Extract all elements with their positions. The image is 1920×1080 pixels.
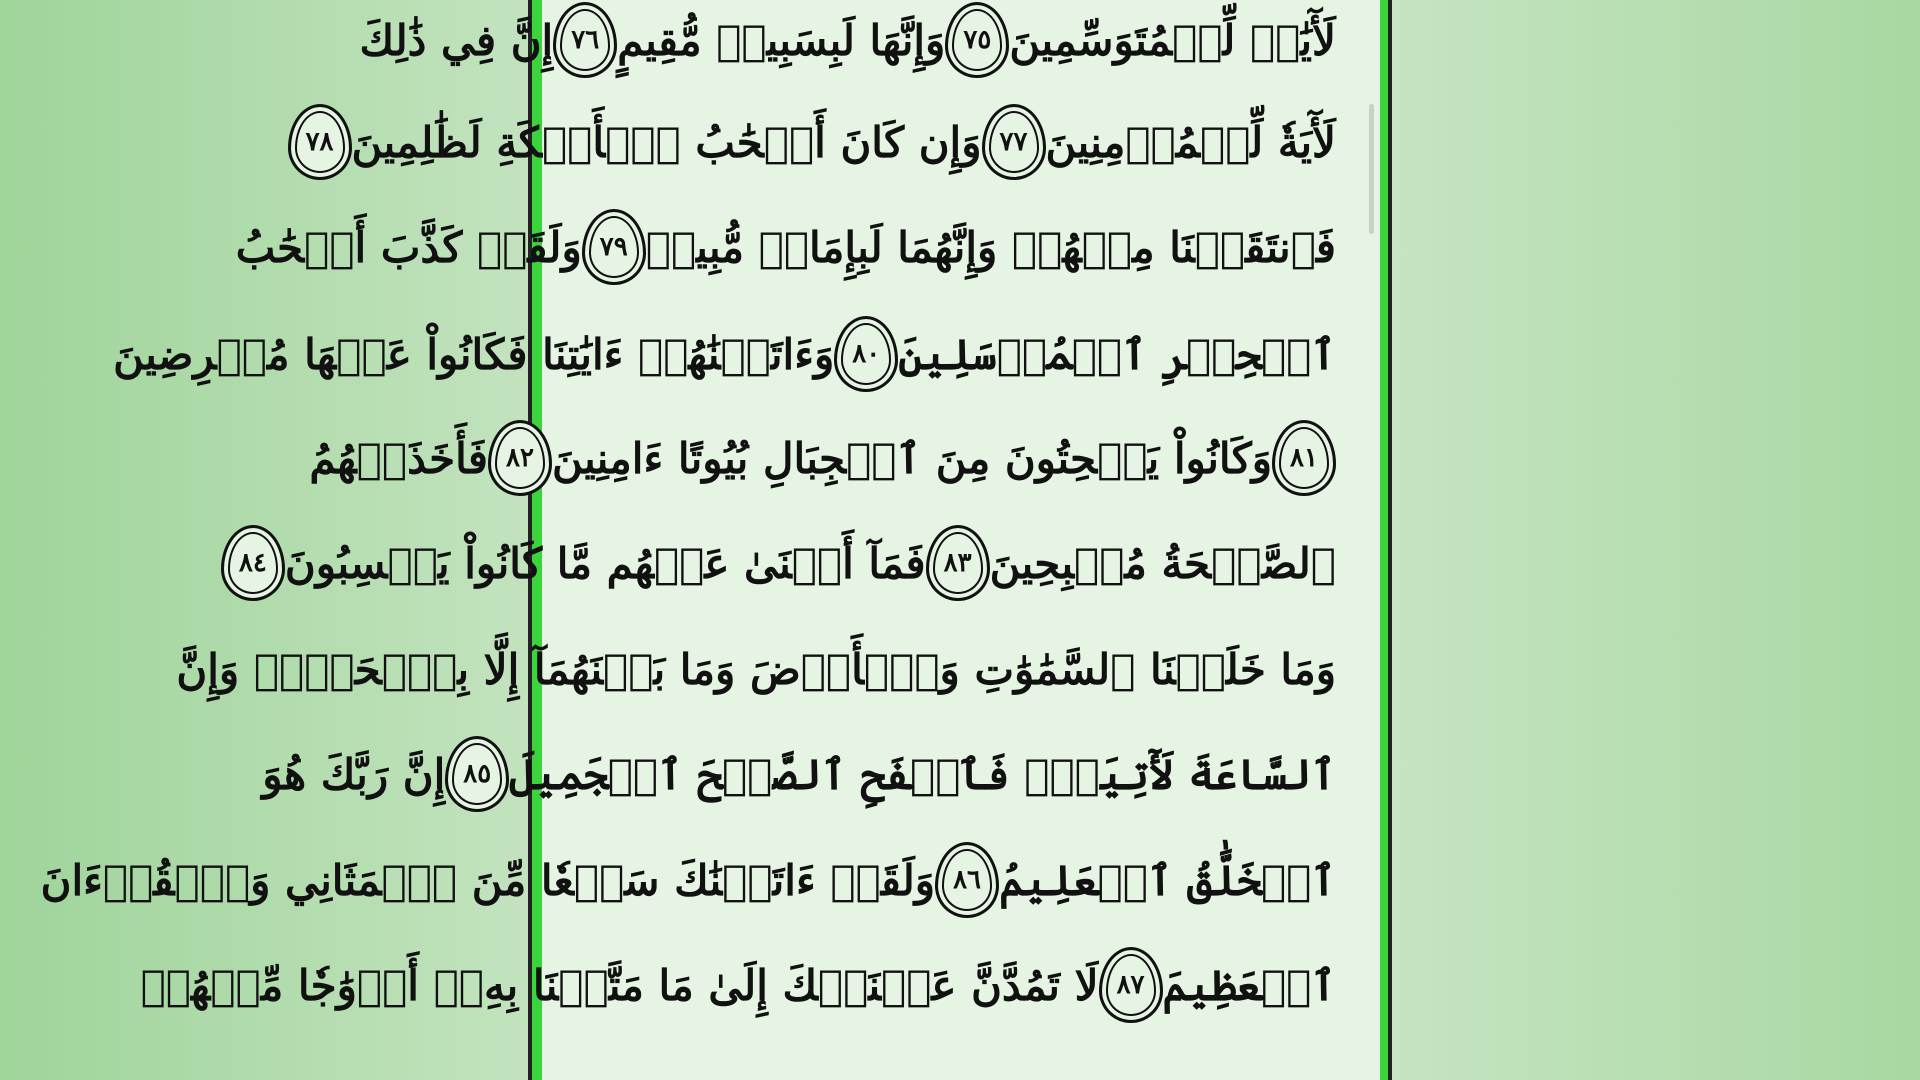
verse-line (309, 408, 1336, 508)
verse-line (235, 197, 1336, 297)
verse-text: ٱلۡعَظِيمَ (1162, 960, 1336, 1010)
ayah-number-marker: ٨٢ (488, 420, 552, 496)
verse-text: لَأٓيَٰتٖ لِّلۡمُتَوَسِّمِينَ (1009, 15, 1336, 65)
verse-text: فَمَآ أَغۡنَىٰ عَنۡهُم مَّا كَانُواْ يَكۡسِبُونَ (284, 538, 926, 588)
verse-text: ٱلۡحِجۡرِ ٱلۡمُرۡسَلِينَ (898, 329, 1336, 379)
verse-text: وَلَقَدۡ كَذَّبَ أَصۡحَٰبُ (235, 222, 582, 272)
verse-line (40, 830, 1336, 930)
verse-line (140, 935, 1336, 1035)
ayah-number-marker: ٨٠ (834, 316, 898, 392)
verse-text: وَلَقَدۡ ءَاتَيۡنَٰكَ سَبۡعٗا مِّنَ ٱلۡمَثَانِي وَٱلۡقُرۡءَانَ (40, 855, 936, 905)
ayah-number-marker: ٧٦ (553, 2, 617, 78)
ayah-number-marker: ٨٧ (1099, 947, 1163, 1023)
ayah-number-marker: ٨٦ (935, 842, 999, 918)
ayah-number-marker: ٨٥ (445, 736, 509, 812)
ayah-number-marker: ٧٨ (288, 104, 352, 180)
verse-text: فَأَخَذَتۡهُمُ (309, 433, 488, 483)
verse-text: ٱلصَّيۡحَةُ مُصۡبِحِينَ (989, 538, 1336, 588)
verse-text: ٱلۡخَلَّٰقُ ٱلۡعَلِيمُ (999, 855, 1336, 905)
verse-text: وَإِنَّهَا لَبِسَبِيلٖ مُّقِيمٍ (617, 15, 946, 65)
verse-text: وَءَاتَيۡنَٰهُمۡ ءَايَٰتِنَا فَكَانُواْ عَنۡهَا مُعۡرِضِينَ (113, 329, 835, 379)
ayah-number-marker: ٨٣ (926, 525, 990, 601)
verse-text: فَٱنتَقَمۡنَا مِنۡهُمۡ وَإِنَّهُمَا لَبِإِمَامٖ مُّبِينٖ (645, 222, 1336, 272)
verse-text: إِنَّ رَبَّكَ هُوَ (262, 749, 446, 799)
ayah-number-marker: ٧٩ (582, 209, 646, 285)
verse-line (176, 619, 1336, 719)
verse-line (359, 0, 1336, 90)
page-frame (40, 0, 1388, 1080)
verse-text: ٱلسَّاعَةَ لَأٓتِيَةٞۖ فَٱصۡفَحِ ٱلصَّفۡحَ ٱلۡجَمِيلَ (509, 749, 1336, 799)
verse-line (238, 513, 1336, 613)
verse-text: وَكَانُواْ يَنۡحِتُونَ مِنَ ٱلۡجِبَالِ بُيُوتًا ءَامِنِينَ (551, 433, 1272, 483)
verse-line (113, 304, 1336, 404)
scrollbar-thumb[interactable] (1369, 104, 1374, 234)
verse-text: وَمَا خَلَقۡنَا ٱلسَّمَٰوَٰتِ وَٱلۡأَرۡضَ وَمَا بَيۡنَهُمَآ إِلَّا بِٱلۡحَقِّۗ وَإِنَّ (176, 644, 1336, 694)
verse-text: لَأٓيَةٗ لِّلۡمُؤۡمِنِينَ (1045, 117, 1336, 167)
ayah-number-marker: ٨٤ (221, 525, 285, 601)
quran-page[interactable] (40, 0, 1380, 1080)
verse-text: لَا تَمُدَّنَّ عَيۡنَيۡكَ إِلَىٰ مَا مَتَّعۡنَا بِهِۦٓ أَزۡوَٰجٗا مِّنۡهُمۡ (140, 960, 1099, 1010)
ayah-number-marker: ٨١ (1272, 420, 1336, 496)
page-viewer (40, 0, 1392, 1080)
verse-text: إِنَّ فِي ذَٰلِكَ (359, 15, 554, 65)
verse-line (305, 92, 1336, 192)
verse-line (262, 724, 1336, 824)
ayah-number-marker: ٧٥ (945, 2, 1009, 78)
verse-text: وَإِن كَانَ أَصۡحَٰبُ ٱلۡأَيۡكَةِ لَظَٰلِمِينَ (351, 117, 982, 167)
ayah-number-marker: ٧٧ (982, 104, 1046, 180)
